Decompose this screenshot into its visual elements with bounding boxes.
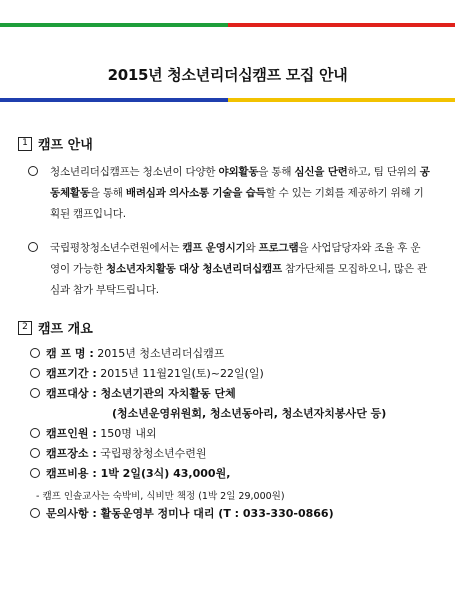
text-run: 참가단체를 모집하오니, 많은 관심과 참가 부탁드립니다.: [50, 263, 427, 296]
bold-run: 캠프 운영시기: [182, 242, 246, 254]
bold-run: 야외활동: [218, 166, 259, 178]
bold-run: 프로그램: [258, 242, 299, 254]
bullet-circle-icon: [30, 508, 40, 518]
section-1-paragraph-2: [30, 238, 430, 301]
item-label: 캠프비용 :: [46, 467, 97, 480]
section-2-title: 캠프 개요: [38, 322, 93, 337]
item-value: 국립평창청소년수련원: [96, 447, 207, 460]
text-run: 국립평창청소년수련원에서는: [50, 242, 183, 254]
text-run: 와: [245, 242, 259, 254]
item-label: 문의사항 :: [46, 507, 97, 520]
overview-item-period: [30, 366, 264, 382]
text-run: 할 수 있는 기회를 제공하기 위해 기획된 캠프입니다.: [50, 187, 424, 220]
overview-item-name: [30, 346, 224, 362]
item-value: 2015년 11월21일(토)~22일(일): [96, 367, 264, 380]
bottom-bar-blue: [0, 98, 228, 102]
section-1-paragraph-1: [30, 162, 430, 225]
target-sub-line: (청소년운영위원회, 청소년동아리, 청소년자치봉사단 등): [112, 407, 387, 420]
cost-note: - 캠프 인솔교사는 숙박비, 식비만 책정 (1박 2일 29,000원): [36, 491, 285, 502]
top-bar-green: [0, 23, 228, 27]
item-label: 캠프대상 :: [46, 387, 97, 400]
item-label: 캠프기간 :: [46, 367, 97, 380]
bullet-circle-icon: [30, 448, 40, 458]
bottom-bar-yellow: [228, 98, 455, 102]
bold-run: 배려심과 의사소통 기술을 습득: [125, 187, 266, 199]
item-label: 캠 프 명 :: [46, 347, 94, 360]
bullet-circle-icon: [30, 368, 40, 378]
item-label: 캠프인원 :: [46, 427, 97, 440]
item-value: 150명 내외: [96, 427, 157, 440]
section-1-heading: [18, 134, 93, 153]
bullet-circle-icon: [28, 166, 38, 176]
item-value: 활동운영부 정미나 대리 (T : 033-330-0866): [96, 507, 334, 520]
bold-run: 심신을 단련: [294, 166, 348, 178]
bullet-circle-icon: [30, 348, 40, 358]
text-run: 하고, 팀 단위의: [347, 166, 420, 178]
bullet-circle-icon: [30, 468, 40, 478]
item-value: 청소년기관의 자치활동 단체: [96, 387, 236, 400]
section-2-number: 2: [18, 321, 32, 335]
overview-item-headcount: [30, 426, 157, 442]
overview-item-cost: [30, 466, 230, 482]
text-run: 을 통해: [258, 166, 295, 178]
text-run: 을 통해: [89, 187, 126, 199]
section-1-title: 캠프 안내: [38, 138, 93, 153]
overview-item-place: [30, 446, 207, 462]
section-1-number: 1: [18, 137, 32, 151]
bullet-circle-icon: [28, 242, 38, 252]
text-run: 을 사업담당자와 조율 후 운영이 가능한: [50, 242, 421, 275]
top-bar-red: [228, 23, 455, 27]
item-value: 2015년 청소년리더십캠프: [93, 347, 225, 360]
item-label: 캠프장소 :: [46, 447, 97, 460]
item-value: 1박 2일(3식) 43,000원,: [96, 467, 231, 480]
overview-item-target: [30, 386, 236, 402]
overview-item-contact: [30, 506, 334, 522]
bullet-circle-icon: [30, 388, 40, 398]
text-run: 청소년리더십캠프는 청소년이 다양한: [50, 166, 219, 178]
section-2-heading: [18, 318, 93, 337]
bold-run: 공동체활동: [50, 166, 430, 199]
page-title: 2015년 청소년리더십캠프 모집 안내: [107, 66, 348, 84]
bullet-circle-icon: [30, 428, 40, 438]
bold-run: 청소년자치활동 대상 청소년리더십캠프: [106, 263, 282, 275]
